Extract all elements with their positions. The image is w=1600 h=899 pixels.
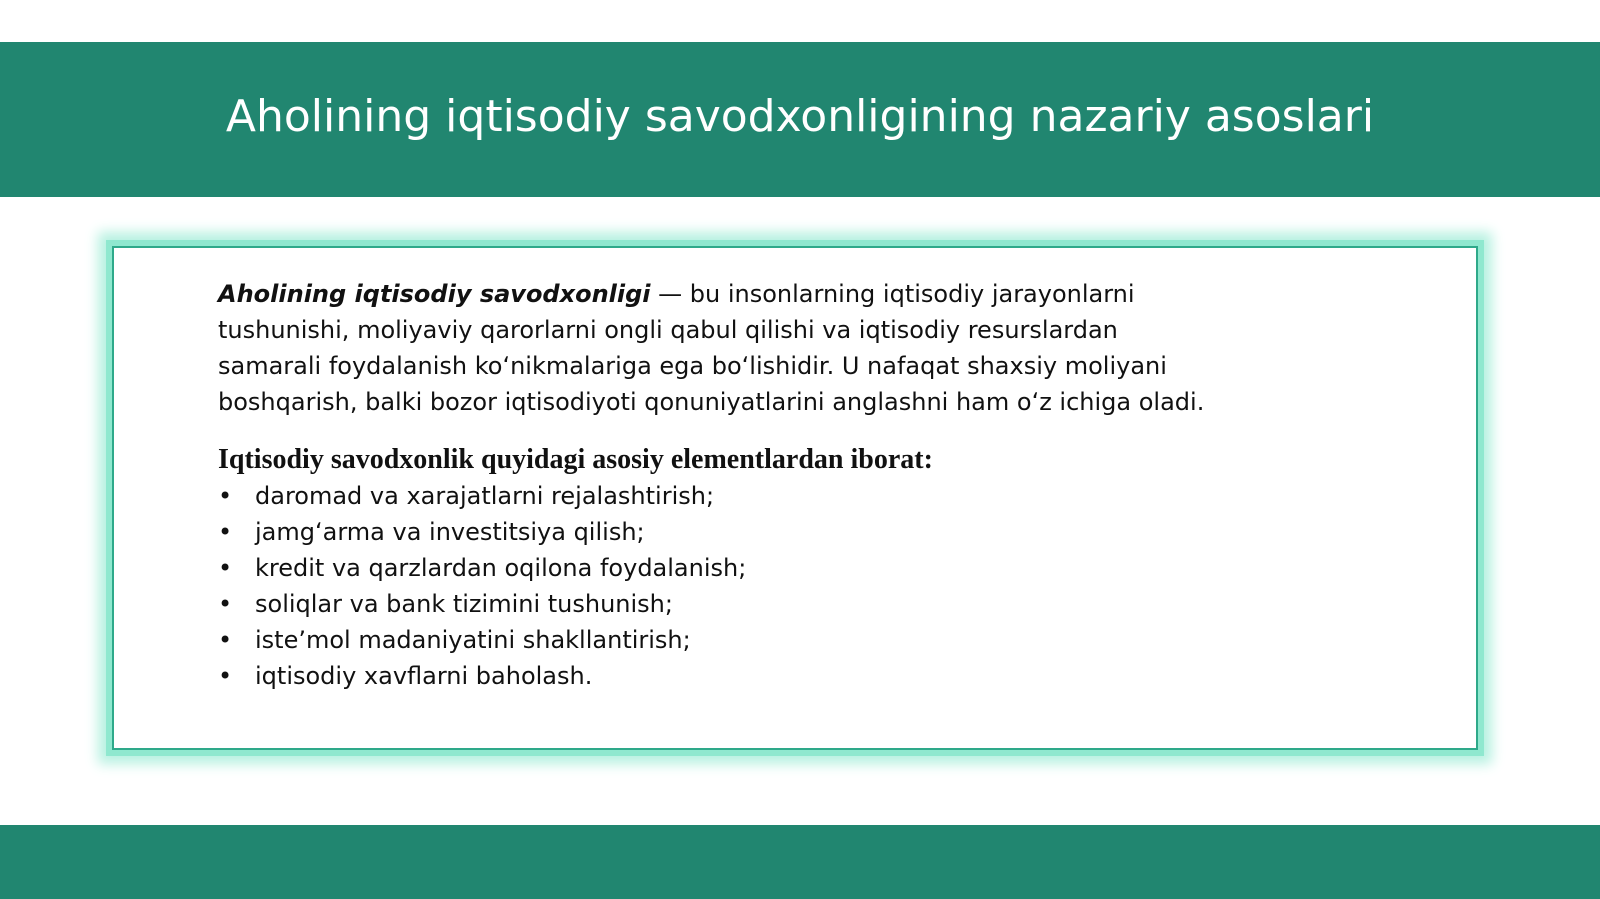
footer-band [0, 825, 1600, 899]
intro-text: — bu insonlarning iqtisodiy jarayonlarni tushunishi, moliyaviy qarorlarni ongli qabul qilishi va iqtisodiy resurslardan samarali foydalanish koʻnikmalariga ega boʻlishidir. U nafaqat shaxsiy moliyani boshqarish, balki bozor iqtisodiyoti qonuniyatlarini anglashni ham oʻz ichiga oladi. [218, 280, 1205, 416]
bullet-icon: • [218, 554, 233, 582]
intro-term: Aholining iqtisodiy savodxonligi [218, 280, 651, 308]
list-item-text: iste’mol madaniyatini shakllantirish; [255, 626, 691, 654]
bullet-icon: • [218, 482, 233, 510]
slide-title: Aholining iqtisodiy savodxonligining nazariy asoslari [225, 91, 1375, 142]
content-body [218, 276, 1218, 694]
list-item [218, 514, 1218, 550]
list-heading: Iqtisodiy savodxonlik quyidagi asosiy elementlardan iborat: [218, 444, 933, 475]
list-item-text: soliqlar va bank tizimini tushunish; [255, 590, 673, 618]
list-item [218, 586, 1218, 622]
header-band [0, 42, 1600, 197]
bullet-icon: • [218, 518, 233, 546]
list-item-text: daromad va xarajatlarni rejalashtirish; [255, 482, 715, 510]
bullet-icon: • [218, 590, 233, 618]
list-item-text: iqtisodiy xavflarni baholash. [255, 662, 593, 690]
list-item [218, 658, 1218, 694]
bullet-icon: • [218, 662, 233, 690]
intro-paragraph [218, 276, 1218, 420]
bullet-icon: • [218, 626, 233, 654]
list-item-text: kredit va qarzlardan oqilona foydalanish; [255, 554, 747, 582]
list-item [218, 622, 1218, 658]
list-item [218, 478, 1218, 514]
list-item [218, 550, 1218, 586]
element-list [218, 478, 1218, 694]
list-item-text: jamgʻarma va investitsiya qilish; [255, 518, 645, 546]
